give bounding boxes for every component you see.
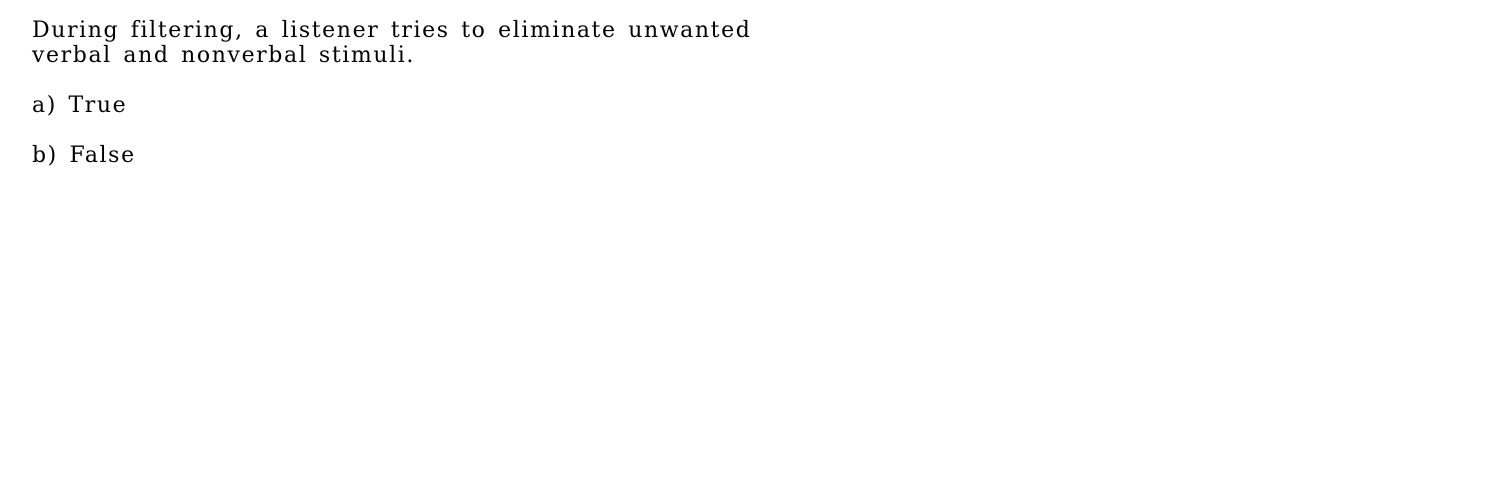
option-a[interactable]: a) True <box>32 93 128 118</box>
option-b[interactable]: b) False <box>32 143 136 168</box>
question-text <box>32 18 751 68</box>
question-line-1: During filtering, a listener tries to eliminate unwanted <box>32 18 752 43</box>
question-line-2: verbal and nonverbal stimuli. <box>32 43 415 68</box>
